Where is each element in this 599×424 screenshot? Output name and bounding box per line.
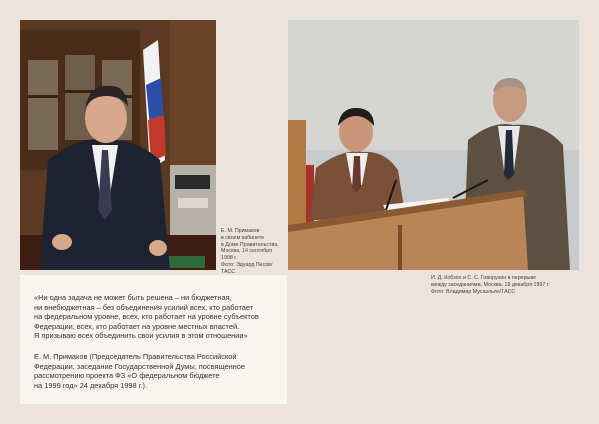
quote-line: Я призываю всех объединить свои усилия в этом отношении» xyxy=(34,331,248,341)
attribution-line: на 1999 год» 24 декабря 1998 г.). xyxy=(34,380,148,390)
caption-line: Фото: Владимир Мусаэльян/ТАСС xyxy=(431,288,516,295)
caption-line: ТАСС xyxy=(221,268,236,275)
caption-line: Москва, 14 сентября xyxy=(221,248,272,255)
quote-line: ни внебюджетная – без объединения усилий всех, кто работает xyxy=(34,302,254,312)
caption-line: в Доме Правительства, xyxy=(221,241,279,248)
quote-box xyxy=(20,275,287,404)
quote-line: «Ни одна задача не может быть решена – ни бюджетная, xyxy=(34,293,232,302)
photo-kobzon-govorukhin xyxy=(288,20,579,270)
caption-line: Фото: Эдуард Песов/ xyxy=(221,261,273,268)
caption-line: 1998 г. xyxy=(221,255,238,262)
quote-line: на федеральном уровне, всех, кто работает на уровне субъектов xyxy=(34,312,259,322)
caption-line: в своем кабинете xyxy=(221,234,265,241)
quote-text xyxy=(34,293,259,341)
caption-line: Е. М. Примаков xyxy=(221,228,260,234)
right-photo-caption xyxy=(431,275,550,295)
caption-line: И. Д. Кобзон и С. С. Говорухин в перерыве xyxy=(431,275,537,281)
quote-attribution xyxy=(34,352,245,390)
quote-line: Федерации, всех, кто работает на уровне местных властей. xyxy=(34,321,240,331)
attribution-line: рассмотрению проекта ФЗ «О федеральном бюджете xyxy=(34,371,220,381)
attribution-line: Е. М. Примаков (Председатель Правительства Российской xyxy=(34,352,237,361)
photo-primakov-office xyxy=(20,20,216,270)
caption-line: между заседаниями, Москва, 19 декабря 1997 г. xyxy=(431,281,550,288)
attribution-line: Федерации, заседание Государственной Думы, посвященное xyxy=(34,361,245,371)
left-photo-caption xyxy=(221,228,279,276)
